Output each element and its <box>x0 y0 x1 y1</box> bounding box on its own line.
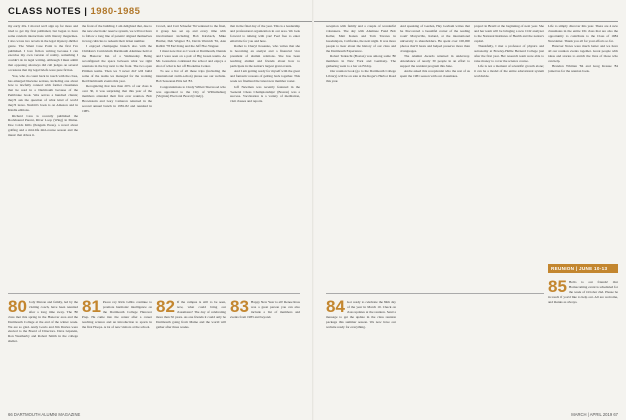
class-year-number: 80 <box>8 300 27 316</box>
class-year-number: 84 <box>326 300 345 316</box>
paragraph: And I am getting ready for myself with the great and fantastic reasons of getting back together. This week we finalized the latest new member roster. <box>230 69 300 84</box>
column-5 <box>326 24 396 294</box>
reunion-banner: REUNION | JUNE 10-13 <box>548 264 618 273</box>
class-note-80 <box>8 300 78 410</box>
paragraph: project in Brazil at the beginning of next year. She and her team will be bringing a new CO2 analyzer to the National Institutes of Health and the nation's capital. <box>474 24 544 43</box>
paragraph: Brandon Whitten '84 and Greg Krause '84 joined us for the reunion book. <box>548 64 618 74</box>
column-6 <box>400 24 470 294</box>
class-note-paragraph <box>548 280 618 305</box>
column-1 <box>8 24 78 294</box>
paragraph: You, who do count back in touch with the class, has emerged likewise serious, including one about how to lawfully connect with former classmates that he read in a Dartmouth because of the Pembroke book. Wes serves a hundred clients; they'll ask the question of what kind of world they'll leave. Nesbitt's book is on Amazon and in Kindle editions. <box>8 73 78 112</box>
paragraph: Life to simply discover this year. There are 4 new classmates in the entire UK class that are also the opportunity to contribute to the Class of 1984 Newsletter. Thank you all for your efforts so far. <box>548 24 618 43</box>
class-note-84 <box>326 300 396 410</box>
class-note-text: Happy New Year to all! Renee Ross was a great person you can also include a list of members and events from 1983 and beyond. <box>230 300 300 319</box>
title-divider: | <box>84 6 88 17</box>
column-2 <box>82 24 152 294</box>
paragraph: Rather is Cheryl Kosanko, who writes that she is becoming an analyst and a financial vice president of alumni relations. She has been teaching alumni and friends about how to participate in the nation's largest grant events. <box>230 44 300 68</box>
paragraph: Crowd, and Curt Schaefer '84 ventured to the final, it group has set up and every time with involvement including Bob Kirsbach, Mike Hartler, Deb Wagner '81, Devin Warnich '81, Ann Rabbit '78 Earl King and the Jeff Hoo Wagner. <box>156 24 226 48</box>
page-footer <box>8 411 618 419</box>
paragraph: Thankfully, I met a professor of physics and astronomy at Bowley-Hallie Bernard College just after the first year. Her research team were able to raise money to cover the science course. <box>474 44 544 63</box>
class-year-number: 82 <box>156 300 175 316</box>
column-4 <box>230 24 300 294</box>
column-8 <box>548 24 618 274</box>
class-note-paragraph <box>230 300 300 320</box>
class-note-text: Peace ray Rick Gibbs continue to promote harmonic intelligence on the Dartmouth College Hanover Prep. He came into the center after a career teaching science and an introduction to sports in the first Hoops. A lot of new visitors at the school. <box>82 300 152 329</box>
class-note-paragraph <box>326 300 396 329</box>
paragraph: Congratulations to Cindy Willett Sherwood who was appointed to the City of Williamsburg (Virginia) Electoral Board (Cindy). <box>156 84 226 99</box>
paragraph: Jeff Newman was recently featured in the 'General Chess Championships' (Boston) was a success. Vaccination is a variety of meditation, visit classes and reports. <box>230 84 300 104</box>
class-year-number: 83 <box>230 300 249 316</box>
paragraph: Recognizing that less than 20% of our class is over 30, it was surprising that this year of the members attended their first ever reunion. Bob Brownstein and Gary Cameron returned in the second annual bunch in 1981-82 and reunited in 1985. <box>82 84 152 113</box>
paragraph: To see a list of all these trips (including the international swim-a-thon) please see our website. Bob Seasonan Pitts led '83. <box>156 69 226 84</box>
footer-right: MARCH | APRIL 2019 67 <box>571 412 618 417</box>
paragraph: Richard Cass is recently published the Rockhound Parent, River Loop (Wing) in Maine. Doe Colds Kills (Penguin Press), a novel about golfing and a mid-life mid-course season and the music that drives it. <box>8 113 78 138</box>
section-title <box>8 6 140 17</box>
paragraph: I enjoyed champagne brunch also with the Children's Curriculum Dartmouth Alumnae held at the Hanover Inn of a Wednesday. Being reconfigured the space between what we right reunions in the bay next to the front. The two open Pittman teams. Then we 'I never did' will build some of the teams we managed for the working Red Dartmouth events this year. <box>82 44 152 83</box>
column-3 <box>156 24 226 294</box>
class-year-number: 85 <box>548 280 567 296</box>
class-note-text: Jody Maxon and family, led by the visiting coach, have been reunited after a long time away. The '80 class met this spring in the Hanover area and the Dartmouth College at the end of the winter week. We are so glad. Andy Lewis and Jim Davies were elected to the Board of Directors. Dave Gipstein, Ron Weatherby and Robert Smith in the college shelter. <box>8 300 78 344</box>
paragraph: The Alumni Awards returned in underway. Attendance of nearly 30 people in an effort to support the resident program this June. <box>400 54 470 68</box>
paragraph: my early 20s. I moved we'd sign up for more and tried to get my first published, but began to have some random interactions with literary magazines. I also wrote two novels in the legal mystery-thriller genre. The Silent Case Point is the first I've published. I love fiction writing because I can exercise my own version of reality, something I couldn't do in legal writing. Although I must admit that opposing attorneys did call judges on several occasions that my legal briefs were pure fiction. <box>8 24 78 73</box>
paragraph: Life is not a moment of scientific growth alone; it can be a model of the entire educational system worldwide. <box>474 64 544 79</box>
class-note-82 <box>156 300 226 410</box>
paragraph: reception with family and a couple of wonderful volunteers. The day with Alumnae Fund Bob Keller, Matt Kanan and Tom Tavares in Guadalajara, California, the next night. It was more people to hear about the history of our class and the Dartmouth Experience. <box>326 24 396 53</box>
section-name: CLASS NOTES <box>8 6 82 17</box>
class-year-number: 81 <box>82 300 101 316</box>
page-gutter <box>312 0 314 420</box>
paragraph: And speaking of Gerden, Hay Gorham writes that he 'discovered a beautiful corner of the reading room' Marysville, Ireland, at the international university to shareholders. He spent over 100,000 photos that'll beats and helped preserve more than 4 languages. <box>400 24 470 53</box>
class-note-paragraph <box>82 300 152 329</box>
class-note-paragraph <box>156 300 226 329</box>
column-7 <box>474 24 544 294</box>
paragraph: Robert Tedeschi (Boston) was among some '80 members in New York and Germany. The gathering went to a bar on Friday. <box>326 54 396 68</box>
class-note-text: Hello to our friends! Our Homecoming event is scheduled for the week of October 2nd. Please be in touch if you'd like to help out. All are welcome, and thanks as always. <box>548 280 618 304</box>
paragraph: the front of the building. I am delighted that, due to the new electronic reserve system, we will not have to follow a long line of parents' aligned themselves in long cubicles to redeem their ticket number. <box>82 24 152 43</box>
paragraph: I must note that as I work at Dartmouth, Dennis and I were seen on a pair of Big Green teams. As Mr. Gonsalves continued the school and enjoys a shot of what is hot off Brookline Center. <box>156 49 226 68</box>
class-note-text: If the campus is still to be seen, now, what could bring our classmates? The day of celebrating more than 50 years. As one friends it could only be Dartmouth going from Maine and the world will gather after three weeks. <box>156 300 226 329</box>
class-note-paragraph <box>8 300 78 344</box>
section-divider <box>326 293 544 294</box>
paragraph: Andre asked this receptionist who the rest of us spent the 1981 season with our classmates. <box>400 69 470 79</box>
class-note-text: Got ready to celebrate the 84th day of the year in March 10. Check on class updates at the reunion. Send a message to get the update in the class reunion package this summer season. We now have our website ready for everything. <box>326 300 396 329</box>
paragraph: Our reunion book (go to the Dartmouth College Library) will be on sale at the Roger's Harbor Road this year. <box>326 69 396 84</box>
paragraph: Hanover Notes were much better and we have all our reunion events together. Great people with ideas and stories to enrich the lives of those who can help. <box>548 44 618 63</box>
class-note-83 <box>230 300 300 410</box>
footer-left: 66 DARTMOUTH ALUMNI MAGAZINE <box>8 412 81 417</box>
decade-range: 1980-1985 <box>90 6 141 17</box>
class-note-81 <box>82 300 152 410</box>
class-note-85 <box>548 280 618 410</box>
section-divider <box>8 293 300 294</box>
paragraph: that in the final day of the year. This is a leadership and professional organization in our area. We look forward to talking with you! Feel free to enter email me for you and here. <box>230 24 300 43</box>
